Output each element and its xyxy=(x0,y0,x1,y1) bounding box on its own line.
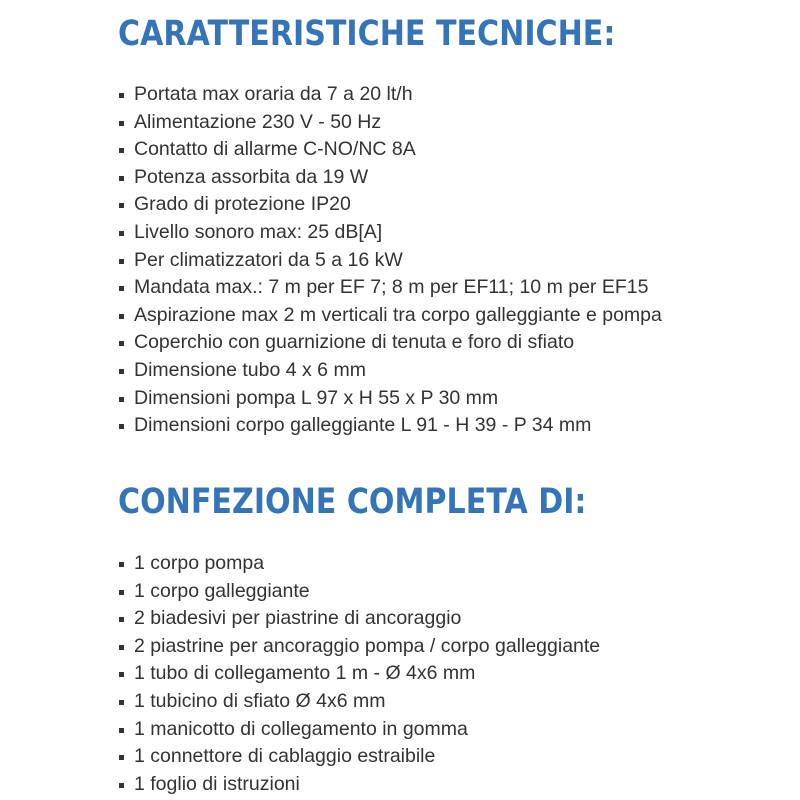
square-bullet-icon xyxy=(119,562,124,567)
list-item xyxy=(118,191,778,219)
list-item-text: 1 tubicino di sfiato Ø 4x6 mm xyxy=(134,689,386,712)
list-item-text: 1 corpo pompa xyxy=(134,552,265,574)
list-item-text: 1 connettore di cablaggio estraibile xyxy=(134,745,436,768)
list-item-text: 2 biadesivi per piastrine di ancoraggio xyxy=(134,607,462,630)
square-bullet-icon xyxy=(119,259,124,264)
square-bullet-icon xyxy=(119,203,124,208)
list-item-text: Dimensione tubo 4 x 6 mm xyxy=(134,358,366,381)
square-bullet-icon xyxy=(119,617,124,622)
square-bullet-icon xyxy=(119,645,124,650)
square-bullet-icon xyxy=(119,121,124,126)
list-item xyxy=(118,688,778,716)
technical-specs-heading: CARATTERISTICHE TECNICHE: xyxy=(118,14,616,54)
square-bullet-icon xyxy=(119,314,124,319)
list-item-text: Dimensioni pompa L 97 x H 55 x P 30 mm xyxy=(134,386,499,409)
technical-specs-list xyxy=(118,81,778,440)
list-item xyxy=(118,329,778,357)
square-bullet-icon xyxy=(119,176,124,181)
list-item-text: 2 piastrine per ancoraggio pompa / corpo galleggiante xyxy=(134,634,601,657)
square-bullet-icon xyxy=(119,672,124,677)
square-bullet-icon xyxy=(119,590,124,595)
square-bullet-icon xyxy=(119,93,124,98)
list-item xyxy=(118,247,778,275)
list-item-text: Grado di protezione IP20 xyxy=(134,193,351,216)
list-item xyxy=(118,660,778,688)
list-item xyxy=(118,109,778,137)
list-item-text: Dimensioni corpo galleggiante L 91 - H 39 - P 34 mm xyxy=(134,414,592,437)
list-item xyxy=(118,164,778,192)
list-item xyxy=(118,81,778,109)
square-bullet-icon xyxy=(119,286,124,291)
package-contents-section xyxy=(118,480,778,798)
list-item xyxy=(118,743,778,771)
list-item-text: Portata max oraria da 7 a 20 lt/h xyxy=(134,83,413,105)
list-item-text: 1 tubo di collegamento 1 m - Ø 4x6 mm xyxy=(134,662,476,685)
list-item-text: Mandata max.: 7 m per EF 7; 8 m per EF11; 10 m per EF15 xyxy=(134,276,649,299)
list-item xyxy=(118,302,778,330)
square-bullet-icon xyxy=(119,397,124,402)
square-bullet-icon xyxy=(119,341,124,346)
square-bullet-icon xyxy=(119,231,124,236)
list-item-text: 1 foglio di istruzioni xyxy=(134,772,300,795)
list-item-text: Aspirazione max 2 m verticali tra corpo galleggiante e pompa xyxy=(134,303,662,326)
list-item xyxy=(118,578,778,606)
package-contents-heading: CONFEZIONE COMPLETA DI: xyxy=(118,482,587,522)
list-item xyxy=(118,633,778,661)
square-bullet-icon xyxy=(119,783,124,788)
list-item-text: Per climatizzatori da 5 a 16 kW xyxy=(134,248,403,271)
list-item-text: Alimentazione 230 V - 50 Hz xyxy=(134,110,382,133)
list-item-text: Potenza assorbita da 19 W xyxy=(134,165,369,188)
list-item xyxy=(118,385,778,413)
list-item xyxy=(118,274,778,302)
list-item-text: Contatto di allarme C-NO/NC 8A xyxy=(134,138,416,161)
list-item-text: 1 manicotto di collegamento in gomma xyxy=(134,717,468,740)
list-item xyxy=(118,771,778,799)
list-item xyxy=(118,550,778,578)
list-item-text: Coperchio con guarnizione di tenuta e foro di sfiato xyxy=(134,331,575,354)
list-item xyxy=(118,412,778,440)
list-item xyxy=(118,357,778,385)
square-bullet-icon xyxy=(119,755,124,760)
square-bullet-icon xyxy=(119,424,124,429)
package-contents-list xyxy=(118,550,778,798)
list-item xyxy=(118,605,778,633)
list-item xyxy=(118,136,778,164)
list-item xyxy=(118,219,778,247)
square-bullet-icon xyxy=(119,369,124,374)
list-item-text: 1 corpo galleggiante xyxy=(134,579,310,602)
list-item xyxy=(118,716,778,744)
square-bullet-icon xyxy=(119,728,124,733)
square-bullet-icon xyxy=(119,148,124,153)
list-item-text: Livello sonoro max: 25 dB[A] xyxy=(134,220,383,243)
technical-specs-section xyxy=(118,12,778,440)
square-bullet-icon xyxy=(119,700,124,705)
